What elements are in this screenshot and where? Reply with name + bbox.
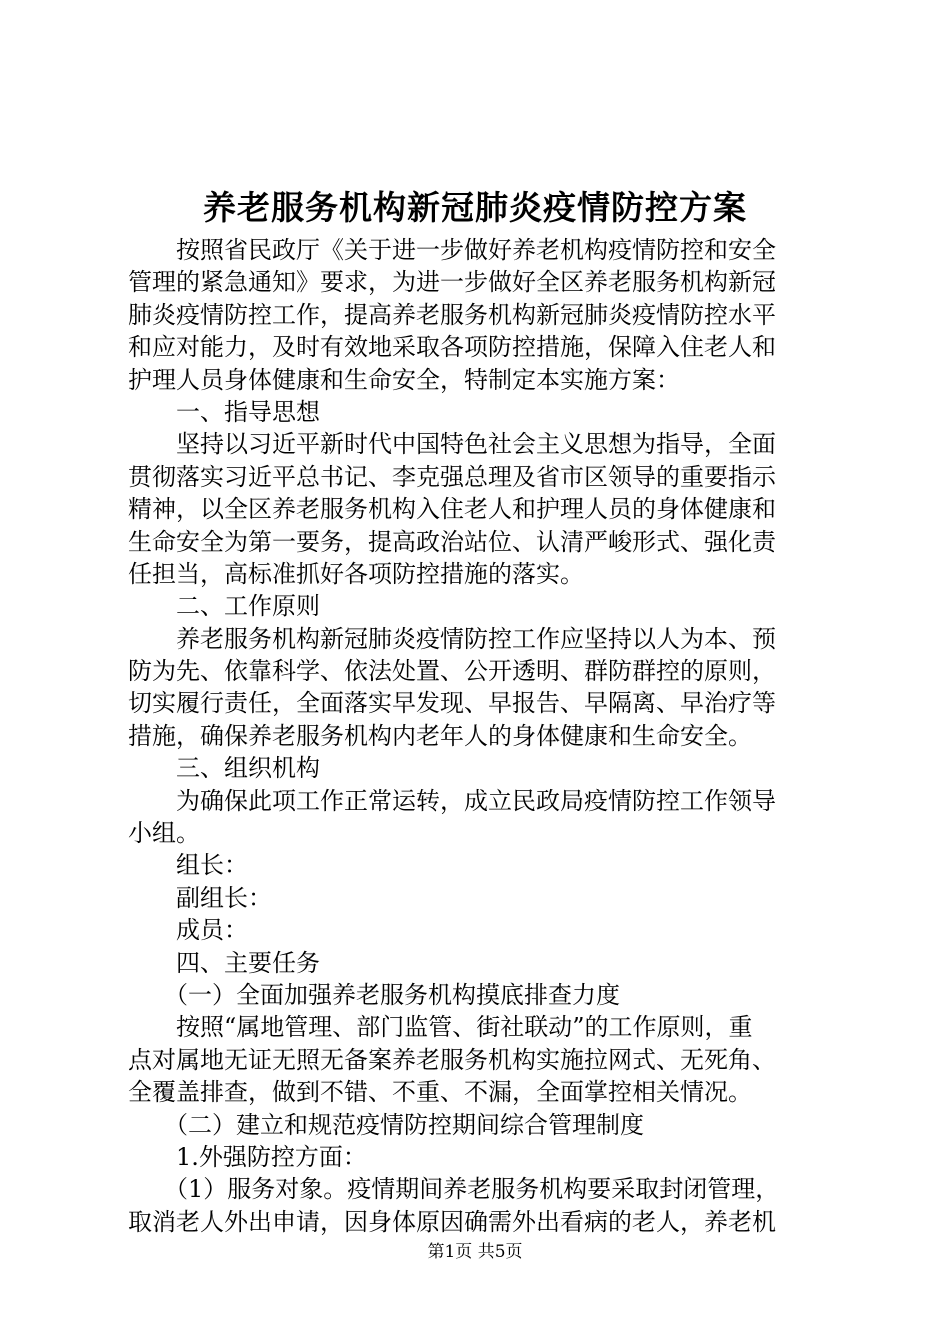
subsection-heading: （二）建立和规范疫情防控期间综合管理制度	[128, 1110, 644, 1139]
section-heading-2: 二、工作原则	[128, 592, 320, 621]
body-line: （1）服务对象。疫情期间养老服务机构要采取封闭管理，	[128, 1175, 780, 1204]
document-title: 养老服务机构新冠肺炎疫情防控方案	[203, 188, 747, 227]
subsection-heading: （一）全面加强养老服务机构摸底排查力度	[128, 980, 620, 1009]
body-line: 按照省民政厅《关于进一步做好养老机构疫情防控和安全	[128, 236, 776, 264]
body-line: 防为先、依靠科学、依法处置、公开透明、群防群控的原则，	[128, 657, 776, 686]
section-heading-3: 三、组织机构	[128, 754, 320, 783]
document-body	[128, 234, 832, 1238]
body-line: 管理的紧急通知》要求，为进一步做好全区养老服务机构新冠	[128, 268, 776, 297]
body-line: 护理人员身体健康和生命安全，特制定本实施方案：	[128, 365, 680, 394]
body-line: 切实履行责任，全面落实早发现、早报告、早隔离、早治疗等	[128, 689, 776, 718]
body-line: 肺炎疫情防控工作，提高养老服务机构新冠肺炎疫情防控水平	[128, 300, 776, 329]
body-line: 取消老人外出申请，因身体原因确需外出看病的老人，养老机	[128, 1207, 776, 1236]
body-line: 任担当，高标准抓好各项防控措施的落实。	[128, 559, 584, 588]
section-heading-1: 一、指导思想	[128, 397, 320, 426]
body-line: 精神，以全区养老服务机构入住老人和护理人员的身体健康和	[128, 495, 776, 524]
body-line: 点对属地无证无照无备案养老服务机构实施拉网式、无死角、	[128, 1045, 776, 1074]
body-line: 小组。	[128, 819, 200, 848]
body-line: 组长：	[128, 851, 248, 880]
body-line: 成员：	[128, 916, 248, 945]
body-line: 坚持以习近平新时代中国特色社会主义思想为指导，全面	[128, 430, 776, 459]
body-line: 生命安全为第一要务，提高政治站位、认清严峻形式、强化责	[128, 527, 776, 556]
body-line: 养老服务机构新冠肺炎疫情防控工作应坚持以人为本、预	[128, 624, 776, 653]
section-heading-4: 四、主要任务	[128, 948, 320, 977]
body-line: 按照“属地管理、部门监管、街社联动”的工作原则，重	[128, 1013, 753, 1042]
body-line: 贯彻落实习近平总书记、李克强总理及省市区领导的重要指示	[128, 462, 776, 491]
body-line: 为确保此项工作正常运转，成立民政局疫情防控工作领导	[128, 786, 776, 815]
page-footer: 第1页 共5页	[427, 1242, 523, 1262]
body-line: 副组长：	[128, 883, 272, 912]
body-line: 1.外强防控方面：	[128, 1142, 367, 1171]
body-line: 和应对能力，及时有效地采取各项防控措施，保障入住老人和	[128, 333, 776, 362]
body-line: 措施，确保养老服务机构内老年人的身体健康和生命安全。	[128, 721, 752, 750]
body-line: 全覆盖排查，做到不错、不重、不漏，全面掌控相关情况。	[128, 1078, 752, 1107]
